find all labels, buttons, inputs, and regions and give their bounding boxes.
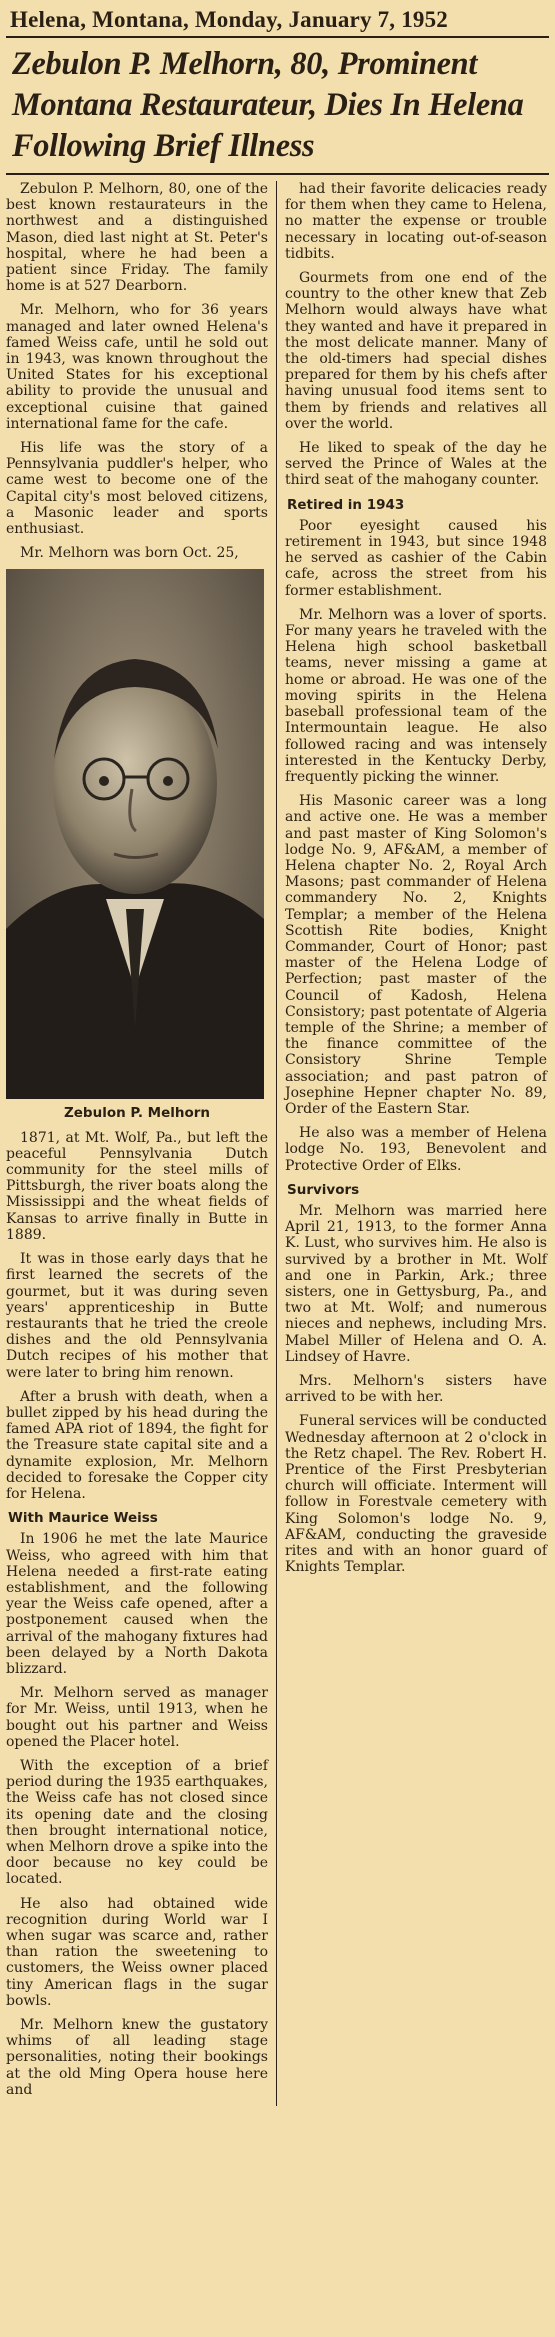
portrait-photo	[6, 569, 264, 1099]
subheading: With Maurice Weiss	[8, 1510, 158, 1527]
paragraph: Mr. Melhorn was a lover of sports. For many years he traveled with the Helena high school basketball teams, never missing a game at home or abroad. He was one of the moving spirits in the Helena baseball professional team of the Intermountain league. He also followed racing and was intensely interested in the Kentucky Derby, frequently picking the winner.	[285, 606, 547, 785]
paragraph: He also was a member of Helena lodge No. 193, Benevolent and Protective Order of Elks.	[285, 1125, 547, 1174]
paragraph: Mrs. Melhorn's sisters have arrived to be with her.	[285, 1373, 547, 1406]
paragraph: Gourmets from one end of the country to the other knew that Zeb Melhorn would always have what they wanted and have it prepared in the most delicate manner. Many of the old-timers had special dishes prepared for them by his chefs after having unusual food items sent to them by friends and relatives all over the world.	[285, 270, 547, 432]
dateline: Helena, Montana, Monday, January 7, 1952	[10, 7, 449, 32]
paragraph: His life was the story of a Pennsylvania puddler's helper, who came west to become one of the Capital city's most beloved citizens, a Masonic leader and sports enthusiast.	[6, 440, 268, 538]
paragraph: He liked to speak of the day he served the Prince of Wales at the third seat of the mahogany counter.	[285, 440, 547, 489]
paragraph: Poor eyesight caused his retirement in 1943, but since 1948 he served as cashier of the Cabin cafe, across the street from his former establishment.	[285, 517, 547, 599]
paragraph: His Masonic career was a long and active one. He was a member and past master of King Solomon's lodge No. 9, AF&AM, a member of Helena chapter No. 2, Royal Arch Masons; past commander of Helena commandery No. 2, Knights Templar; a member of the Helena Scottish Rite bodies, Knight Commander, Court of Honor; past master of the Helena Lodge of Perfection; past master of the Council of Kadosh, Helena Consistory; past potentate of Algeria temple of the Shrine; a member of the finance committee of the Consistory Shrine Temple association; and past patron of Josephine Hepner chapter No. 89, Order of the Eastern Star.	[285, 793, 547, 1117]
top-rule	[6, 36, 549, 38]
paragraph: Funeral services will be conducted Wednesday afternoon at 2 o'clock in the Retz chapel. The Rev. Robert H. Prentice of the First Presbyterian church will officiate. Interment will follow in Forestvale cemetery with King Solomon's lodge No. 9, AF&AM, conducting the graveside rites and with an honor guard of Knights Templar.	[285, 1413, 547, 1576]
paragraph: Mr. Melhorn, who for 36 years managed and later owned Helena's famed Weiss cafe, until he sold out in 1943, was known throughout the United States for his exceptional ability to provide the unusual and exceptional cuisine that gained international fame for the cafe.	[6, 302, 268, 432]
paragraph: It was in those early days that he first learned the secrets of the gourmet, but it was during seven years' apprenticeship in Butte restaurants that he tried the creole dishes and the old Pennsylvania Dutch recipes of his mother that were later to bring him renown.	[6, 1251, 268, 1381]
left-column	[6, 181, 277, 2106]
paragraph: Mr. Melhorn served as manager for Mr. Weiss, until 1913, when he bought out his partner and Weiss opened the Placer hotel.	[6, 1685, 268, 1750]
paragraph: 1871, at Mt. Wolf, Pa., but left the peaceful Pennsylvania Dutch community for the steel mills of Pittsburgh, the river boats along the Mississippi and the wheat fields of Kansas to arrive finally in Butte in 1889.	[6, 1129, 268, 1243]
paragraph: In 1906 he met the late Maurice Weiss, who agreed with him that Helena needed a first-rate eating establishment, and the following year the Weiss cafe opened, after a postponement caused when the arrival of the mahogany fixtures had been delayed by a North Dakota blizzard.	[6, 1531, 268, 1677]
subheading: Survivors	[287, 1181, 360, 1198]
paragraph: Mr. Melhorn knew the gustatory whims of all leading stage personalities, noting their bookings at the old Ming Opera house here and	[6, 2017, 268, 2098]
paragraph: had their favorite delicacies ready for them when they came to Helena, no matter the expense or trouble necessary in locating out-of-season tidbits.	[285, 181, 547, 262]
paragraph: Zebulon P. Melhorn, 80, one of the best known restaurateurs in the northwest and a distinguished Mason, died last night at St. Peter's hospital, where he had been a patient since Friday. The family home is at 527 Dearborn.	[6, 181, 268, 295]
paragraph: Mr. Melhorn was married here April 21, 1913, to the former Anna K. Lust, who survives him. He also is survived by a brother in Mt. Wolf and one in Parkin, Ark.; three sisters, one in Gettysburg, Pa., and two at Mt. Wolf; and numerous nieces and nephews, including Mrs. Mabel Miller of Helena and O. A. Lindsey of Havre.	[285, 1202, 547, 1365]
paragraph: With the exception of a brief period during the 1935 earthquakes, the Weiss cafe has not closed since its opening date and the closing then brought international notice, when Melhorn drove a spike into the door because no key could be located.	[6, 1757, 268, 1888]
headline-rule	[6, 173, 549, 175]
article-columns	[6, 181, 549, 2106]
headline: Zebulon P. Melhorn, 80, Prominent Montana Restaurateur, Dies In Helena Following Brief Illness	[12, 46, 524, 164]
paragraph: Mr. Melhorn was born Oct. 25,	[20, 545, 239, 562]
subheading: Retired in 1943	[287, 496, 405, 513]
paragraph: He also had obtained wide recognition during World war I when sugar was scarce and, rather than ration the sweetening to customers, the Weiss owner placed tiny American flags in the sugar bowls.	[6, 1895, 268, 2009]
photo-caption: Zebulon P. Melhorn	[63, 1105, 211, 1122]
paragraph: After a brush with death, when a bullet zipped by his head during the famed APA riot of 1894, the fight for the Treasure state capital site and a dynamite explosion, Mr. Melhorn decided to foresake the Copper city for Helena.	[6, 1388, 268, 1502]
right-column	[277, 181, 547, 2106]
